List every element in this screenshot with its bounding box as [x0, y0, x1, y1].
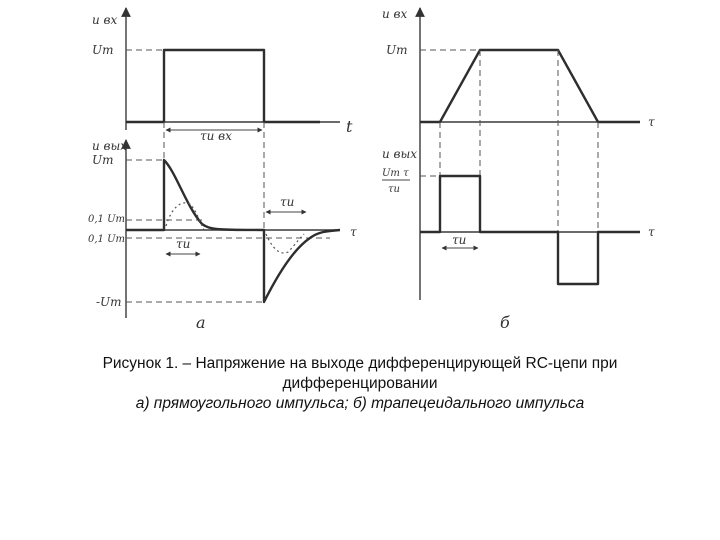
b-input-time-label: τ: [648, 115, 655, 129]
b-output-width-label: τи: [452, 233, 467, 247]
a-output-width-label-1: τи: [176, 237, 191, 251]
b-output-time-label: τ: [648, 225, 655, 239]
panel-b-input: [382, 7, 655, 300]
caption-line-1: Рисунок 1. – Напряжение на выходе дифференцирующей RC-цепи при: [102, 355, 618, 372]
b-output-signal: [420, 176, 640, 284]
a-output-negative-label: -Um: [96, 295, 122, 309]
b-input-amplitude-label: Um: [386, 43, 408, 57]
a-input-time-label: t: [346, 117, 353, 136]
b-panel-label: б: [500, 313, 510, 332]
a-output-level-minus: 0,1 Um: [88, 234, 125, 245]
figure-caption: [40, 354, 680, 414]
a-output-signal: [126, 160, 340, 302]
a-output-width-label-2: τи: [280, 195, 295, 209]
a-output-axis-label: u вых: [92, 139, 128, 153]
a-panel-label: а: [196, 313, 206, 332]
a-input-axis-label: u вх: [92, 13, 118, 27]
panel-b-output: [382, 147, 655, 332]
a-input-amplitude-label: Um: [92, 43, 114, 57]
a-output-amplitude-label: Um: [92, 153, 114, 167]
a-output-time-label: τ: [350, 225, 357, 239]
panel-a-output: [88, 122, 357, 332]
a-input-pulse: [126, 50, 320, 122]
panel-a-input: [92, 8, 353, 143]
b-output-amplitude-num: Um τ: [382, 168, 409, 179]
a-output-dotted-pos: [166, 203, 204, 230]
a-output-dotted-neg: [266, 234, 304, 253]
b-output-amplitude-den: τи: [388, 184, 400, 195]
caption-line-3: а) прямоугольного импульса; б) трапецеидального импульса: [135, 395, 585, 412]
b-input-axis-label: u вх: [382, 7, 408, 21]
a-input-width-label: τи вх: [200, 129, 232, 143]
a-output-level-plus: 0,1 Um: [88, 214, 125, 225]
b-input-trapezoid: [420, 50, 640, 122]
b-output-axis-label: u вых: [382, 147, 418, 161]
caption-line-2: дифференцировании: [282, 375, 438, 392]
